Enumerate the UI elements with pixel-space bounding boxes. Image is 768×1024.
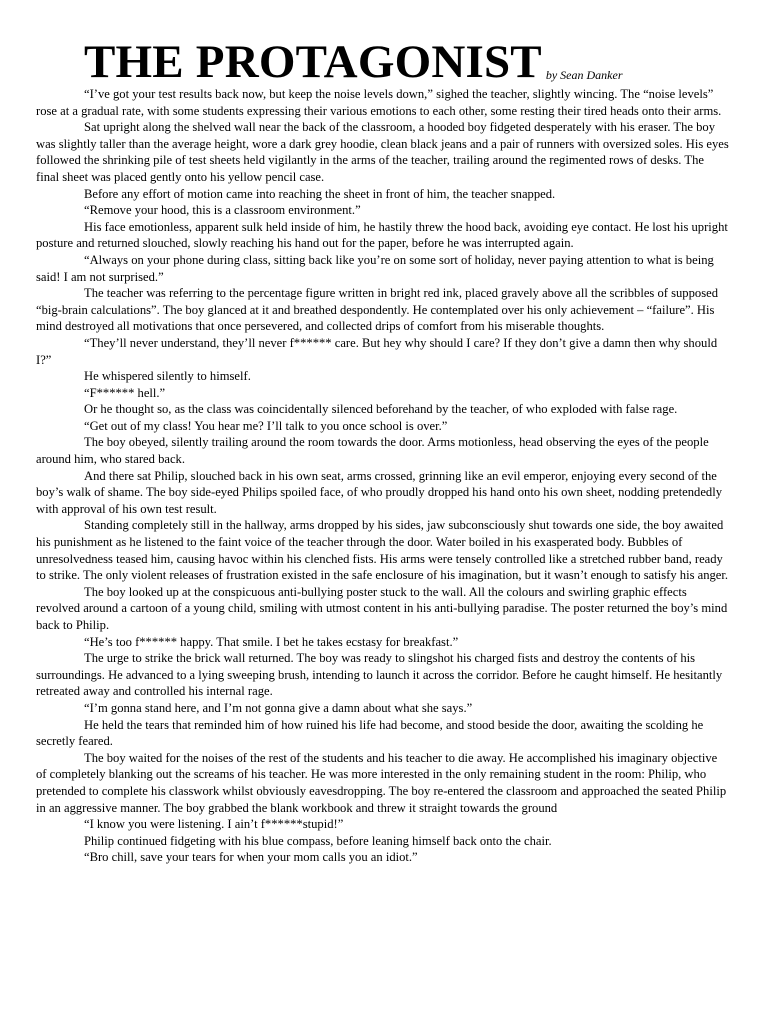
paragraph: “Get out of my class! You hear me? I’ll talk to you once school is over.” bbox=[84, 418, 448, 433]
paragraph: “F****** hell.” bbox=[84, 385, 166, 400]
paragraph: The boy obeyed, silently trailing around the room towards the door. Arms motionless, head observing the eyes of the people around him, who stared back. bbox=[36, 435, 709, 467]
paragraph: “I’m gonna stand here, and I’m not gonna give a damn about what she says.” bbox=[84, 700, 473, 715]
title-row bbox=[84, 36, 730, 88]
story-page bbox=[36, 36, 730, 866]
paragraph: And there sat Philip, slouched back in his own seat, arms crossed, grinning like an evil emperor, enjoying every second of the boy’s walk of shame. The boy side-eyed Philips spoiled face, of who proudly dropped his hand onto his own sheet, nodding pretendedly with approval of his own test result. bbox=[36, 468, 723, 516]
paragraph: He whispered silently to himself. bbox=[84, 369, 251, 384]
paragraph: He held the tears that reminded him of how ruined his life had become, and stood beside the door, awaiting the scolding he secretly feared. bbox=[36, 717, 704, 749]
paragraph: “I’ve got your test results back now, but keep the noise levels down,” sighed the teacher, slightly wincing. The “noise levels” rose at a gradual rate, with some students expressing their various emotions to each other, some resting their tired heads onto their arms. bbox=[36, 87, 722, 118]
paragraph: “Remove your hood, this is a classroom environment.” bbox=[84, 203, 361, 218]
paragraph: His face emotionless, apparent sulk held inside of him, he hastily threw the hood back, avoiding eye contact. He lost his upright posture and returned slouched, slowly reaching his hand out for the paper, before he was interrupted again. bbox=[36, 219, 728, 251]
paragraph: The teacher was referring to the percentage figure written in bright red ink, placed gravely above all the scribbles of supposed “big-brain calculations”. The boy glanced at it and breathed despondently. He contemplated over his only achievement – “failure”. His mind destroyed all motivations that once persevered, and collected drips of comfort from his miserable thoughts. bbox=[36, 286, 718, 334]
story-title: THE PROTAGONIST bbox=[84, 36, 542, 88]
paragraph: “Always on your phone during class, sitting back like you’re on some sort of holiday, never paying attention to what is being said! I am not surprised.” bbox=[36, 252, 714, 284]
paragraph: The urge to strike the brick wall returned. The boy was ready to slingshot his charged fists and destroy the contents of his surroundings. He advanced to a lying sweeping brush, intending to launch it across the corridor. Before he caught himself. He hesitantly retreated away and controlled his internal rage. bbox=[36, 651, 723, 699]
paragraph: The boy looked up at the conspicuous anti-bullying poster stuck to the wall. All the colours and swirling graphic effects revolved around a cartoon of a young child, smiling with utmost content in his anti-bullying paradise. The poster returned the boy’s mind back to Philip. bbox=[36, 584, 728, 632]
author-byline: by Sean Danker bbox=[545, 68, 623, 82]
paragraph: “I know you were listening. I ain’t f******stupid!” bbox=[84, 817, 344, 832]
paragraph: Standing completely still in the hallway, arms dropped by his sides, jaw subconsciously shut towards one side, the boy awaited his punishment as he listened to the faint voice of the teacher through the door. Water boiled in his exasperated body. Bubbles of unresolvedness teased him, causing havoc within his clenched fists. His arms were tensely controlled like a stretched rubber band, ready to strike. The only violent releases of frustration existed in the safe enclosure of his imagination, but it wasn’t enough to satisfy his anger. bbox=[36, 518, 729, 583]
paragraph: Before any effort of motion came into reaching the sheet in front of him, the teacher snapped. bbox=[84, 186, 556, 201]
paragraph: Philip continued fidgeting with his blue compass, before leaning himself back onto the chair. bbox=[84, 833, 552, 848]
paragraph: Sat upright along the shelved wall near the back of the classroom, a hooded boy fidgeted desperately with his eraser. The boy was slightly taller than the average height, wore a dark grey hoodie, clean black jeans and a pair of runners with oversized soles. His eyes followed the shrinking pile of test sheets held vigilantly in the arms of the teacher, trailing around the regimented rows of desks. The final sheet was placed gently onto his yellow pencil case. bbox=[36, 120, 729, 184]
paragraph: “They’ll never understand, they’ll never f****** care. But hey why should I care? If they don’t give a damn then why should I?” bbox=[36, 335, 718, 367]
paragraph: The boy waited for the noises of the rest of the students and his teacher to die away. He accomplished his imaginary objective of completely blanking out the screams of his teacher. He was more interested in the only remaining student in the room: Philip, who pretended to complete his classwork whilst obviously eavesdropping. The boy re-entered the classroom and approached the seated Philip in an aggressive manner. The boy grabbed the blank workbook and threw it straight towards the ground bbox=[36, 750, 727, 815]
paragraph: Or he thought so, as the class was coincidentally silenced beforehand by the teacher, of who exploded with false rage. bbox=[84, 402, 678, 417]
story-body bbox=[36, 86, 730, 866]
paragraph: “Bro chill, save your tears for when your mom calls you an idiot.” bbox=[84, 850, 418, 865]
paragraph: “He’s too f****** happy. That smile. I bet he takes ecstasy for breakfast.” bbox=[84, 634, 459, 649]
